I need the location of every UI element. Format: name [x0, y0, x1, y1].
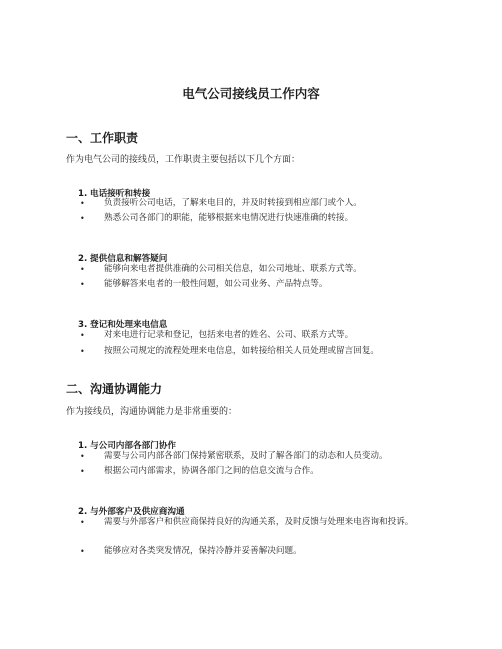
- list-item-text: 能够应对各类突发情况，保持冷静并妥善解决问题。: [104, 546, 302, 556]
- list-item: [80, 345, 440, 358]
- list-item-text: 能够向来电者提供准确的公司相关信息，如公司地址、联系方式等。: [104, 264, 362, 274]
- list-item: [80, 212, 440, 225]
- list-item-text: 负责接听公司电话，了解来电目的，并及时转接到相应部门或个人。: [104, 198, 362, 208]
- bullet-icon: •: [80, 265, 85, 274]
- section-heading: 一、工作职责: [66, 131, 139, 145]
- list-item-text: 需要与外部客户和供应商保持良好的沟通关系，及时反馈与处理来电咨询和投诉。: [104, 517, 414, 527]
- subsection-number: 2.: [78, 254, 88, 264]
- list-item: [80, 197, 440, 210]
- list-item: [80, 465, 440, 478]
- section-heading: 二、沟通协调能力: [66, 382, 163, 396]
- list-item-text: 需要与公司内部各部门保持紧密联系，及时了解各部门的动态和人员变动。: [104, 451, 388, 461]
- bullet-icon: •: [80, 547, 85, 556]
- section-intro: 作为电气公司的接线员，工作职责主要包括以下几个方面：: [66, 155, 301, 165]
- bullet-icon: •: [80, 347, 85, 356]
- subsection-title: 提供信息和解答疑问: [90, 254, 168, 264]
- list-item: [80, 545, 440, 558]
- subsection-number: 3.: [78, 320, 88, 330]
- bullet-icon: •: [80, 467, 85, 476]
- list-item: [80, 329, 440, 342]
- list-item-text: 熟悉公司各部门的职能，能够根据来电情况进行快速准确的转接。: [104, 213, 354, 223]
- bullet-icon: •: [80, 280, 85, 289]
- list-item: [80, 516, 440, 529]
- section-intro: 作为接线员，沟通协调能力是非常重要的：: [66, 407, 238, 417]
- subsection-title: 电话接听和转接: [90, 189, 151, 199]
- subsection-number: 1.: [78, 441, 88, 451]
- list-item: [80, 263, 440, 276]
- list-item-text: 对来电进行记录和登记，包括来电者的姓名、公司、联系方式等。: [104, 330, 354, 340]
- bullet-icon: •: [80, 331, 85, 340]
- list-item: [80, 278, 440, 291]
- list-item: [80, 450, 440, 463]
- document-title: 电气公司接线员工作内容: [182, 86, 320, 101]
- subsection-title: 与外部客户及供应商沟通: [90, 507, 185, 517]
- bullet-icon: •: [80, 214, 85, 223]
- list-item-text: 能够解答来电者的一般性问题，如公司业务、产品特点等。: [104, 279, 328, 289]
- list-item-text: 根据公司内部需求，协调各部门之间的信息交流与合作。: [104, 466, 319, 476]
- subsection-number: 2.: [78, 507, 88, 517]
- subsection-title: 与公司内部各部门协作: [90, 441, 176, 451]
- bullet-icon: •: [80, 199, 85, 208]
- subsection-title: 登记和处理来电信息: [90, 320, 168, 330]
- subsection-number: 1.: [78, 189, 88, 199]
- bullet-icon: •: [80, 518, 85, 527]
- list-item-text: 按照公司规定的流程处理来电信息，如转接给相关人员处理或留言回复。: [104, 346, 380, 356]
- bullet-icon: •: [80, 452, 85, 461]
